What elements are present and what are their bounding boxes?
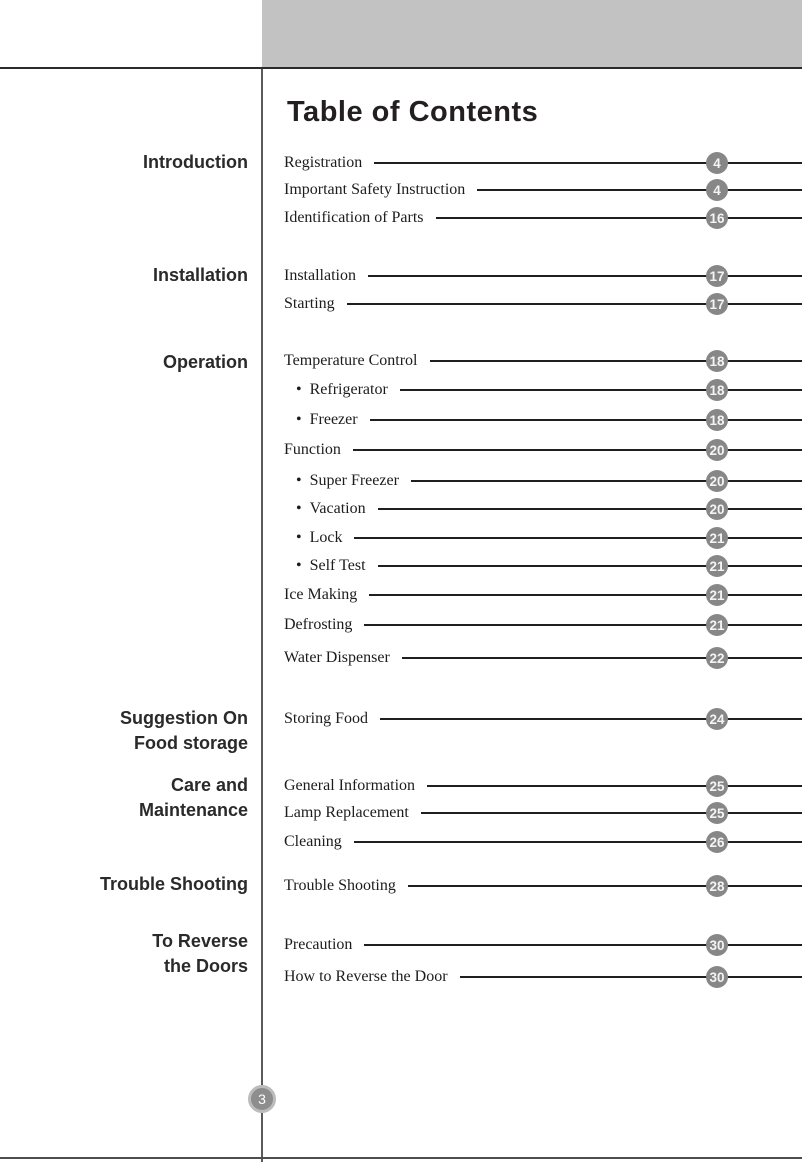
- toc-row-precaution: [284, 931, 802, 959]
- leader-line: [368, 275, 802, 277]
- column-divider: [261, 69, 263, 1162]
- section-label-suggestion-on-food-storage: [0, 706, 248, 756]
- section-label-installation: [0, 263, 248, 288]
- leader-line: [353, 449, 802, 451]
- leader-line: [369, 594, 802, 596]
- toc-row-important-safety-instruction: [284, 176, 802, 204]
- toc-entry-title: • Vacation: [284, 500, 378, 518]
- toc-entry-title: Registration: [284, 154, 363, 171]
- toc-row-lock: [284, 524, 802, 552]
- section-label-trouble-shooting: [0, 872, 248, 897]
- toc-entry-title: Ice Making: [284, 586, 358, 603]
- section-label-line: Trouble Shooting: [100, 874, 248, 894]
- leader-line: [378, 508, 802, 510]
- toc-entry-title: Starting: [284, 295, 335, 312]
- toc-row-trouble-shooting: [284, 872, 802, 900]
- page-number-badge: 24: [706, 708, 728, 730]
- page-number-badge: 21: [706, 555, 728, 577]
- leader-line: [411, 480, 802, 482]
- leader-line: [421, 812, 802, 814]
- toc-entry-title: Cleaning: [284, 833, 342, 850]
- current-page-badge: 3: [248, 1085, 276, 1113]
- toc-row-temperature-control: [284, 347, 802, 375]
- toc-row-water-dispenser: [284, 644, 802, 672]
- toc-entry-title: Temperature Control: [284, 352, 418, 369]
- page-number-badge: 20: [706, 439, 728, 461]
- page-number-badge: 22: [706, 647, 728, 669]
- toc-row-cleaning: [284, 828, 802, 856]
- page-number-badge: 26: [706, 831, 728, 853]
- page-number-badge: 21: [706, 614, 728, 636]
- page-number-badge: 4: [706, 152, 728, 174]
- page-number-badge: 18: [706, 379, 728, 401]
- toc-entry-title: Storing Food: [284, 710, 369, 727]
- toc-row-starting: [284, 290, 802, 318]
- header-bar: [262, 0, 802, 67]
- leader-line: [374, 162, 802, 164]
- toc-entry-title: General Information: [284, 777, 416, 794]
- toc-entry-title: • Lock: [284, 529, 354, 547]
- toc-row-storing-food: [284, 705, 802, 733]
- leader-line: [436, 217, 802, 219]
- bottom-rule: [0, 1157, 802, 1159]
- page-number-badge: 20: [706, 470, 728, 492]
- section-label-line: Care and: [170, 775, 248, 795]
- toc-entry-title: Installation: [284, 267, 356, 284]
- leader-line: [408, 885, 802, 887]
- section-label-line: the Doors: [163, 956, 248, 976]
- toc-entry-title: Trouble Shooting: [284, 877, 396, 894]
- page-number-badge: 30: [706, 966, 728, 988]
- toc-row-how-to-reverse-the-door: [284, 963, 802, 991]
- leader-line: [427, 785, 802, 787]
- leader-line: [354, 537, 802, 539]
- section-label-line: Introduction: [143, 152, 248, 172]
- toc-row-freezer: [284, 406, 802, 434]
- page-number-badge: 20: [706, 498, 728, 520]
- section-label-operation: [0, 350, 248, 375]
- section-label-care-and-maintenance: [0, 773, 248, 823]
- toc-row-super-freezer: [284, 467, 802, 495]
- page-number-badge: 25: [706, 775, 728, 797]
- page-title: Table of Contents: [287, 96, 539, 128]
- section-label-line: Operation: [162, 352, 248, 372]
- toc-entry-title: How to Reverse the Door: [284, 968, 448, 985]
- toc-entry-title: • Self Test: [284, 557, 378, 575]
- toc-row-ice-making: [284, 581, 802, 609]
- toc-entry-title: Precaution: [284, 936, 353, 953]
- toc-entry-title: • Refrigerator: [284, 381, 400, 399]
- page-number-badge: 25: [706, 802, 728, 824]
- page-number-badge: 21: [706, 584, 728, 606]
- page-number-badge: 17: [706, 293, 728, 315]
- page-number-badge: 18: [706, 409, 728, 431]
- toc-row-general-information: [284, 772, 802, 800]
- toc-entry-title: Identification of Parts: [284, 209, 424, 226]
- page-number-badge: 21: [706, 527, 728, 549]
- toc-row-identification-of-parts: [284, 204, 802, 232]
- leader-line: [378, 565, 802, 567]
- section-label-line: To Reverse: [152, 931, 248, 951]
- top-rule: [0, 67, 802, 69]
- page-number-badge: 18: [706, 350, 728, 372]
- toc-row-refrigerator: [284, 376, 802, 404]
- toc-row-defrosting: [284, 611, 802, 639]
- section-label-line: Food storage: [133, 733, 248, 753]
- page-number-badge: 16: [706, 207, 728, 229]
- toc-row-registration: [284, 149, 802, 177]
- toc-entry-title: Water Dispenser: [284, 649, 390, 666]
- page-number-badge: 4: [706, 179, 728, 201]
- toc-entry-title: Lamp Replacement: [284, 804, 409, 821]
- section-label-line: Installation: [152, 265, 248, 285]
- toc-entry-title: Function: [284, 441, 341, 458]
- leader-line: [364, 944, 802, 946]
- section-label-introduction: [0, 150, 248, 175]
- leader-line: [354, 841, 802, 843]
- leader-line: [402, 657, 802, 659]
- section-label-line: Maintenance: [138, 800, 248, 820]
- page-number-badge: 30: [706, 934, 728, 956]
- leader-line: [364, 624, 802, 626]
- leader-line: [400, 389, 802, 391]
- toc-entry-title: • Freezer: [284, 411, 370, 429]
- toc-row-lamp-replacement: [284, 799, 802, 827]
- page-number-badge: 28: [706, 875, 728, 897]
- page-number-badge: 17: [706, 265, 728, 287]
- toc-entry-title: Defrosting: [284, 616, 353, 633]
- leader-line: [430, 360, 802, 362]
- toc-entry-title: • Super Freezer: [284, 472, 411, 490]
- leader-line: [380, 718, 802, 720]
- leader-line: [370, 419, 802, 421]
- toc-row-self-test: [284, 552, 802, 580]
- toc-row-vacation: [284, 495, 802, 523]
- leader-line: [477, 189, 802, 191]
- leader-line: [460, 976, 802, 978]
- toc-row-function: [284, 436, 802, 464]
- leader-line: [347, 303, 802, 305]
- section-label-to-reverse-the-doors: [0, 929, 248, 979]
- section-label-line: Suggestion On: [120, 708, 248, 728]
- toc-row-installation: [284, 262, 802, 290]
- toc-entry-title: Important Safety Instruction: [284, 181, 466, 198]
